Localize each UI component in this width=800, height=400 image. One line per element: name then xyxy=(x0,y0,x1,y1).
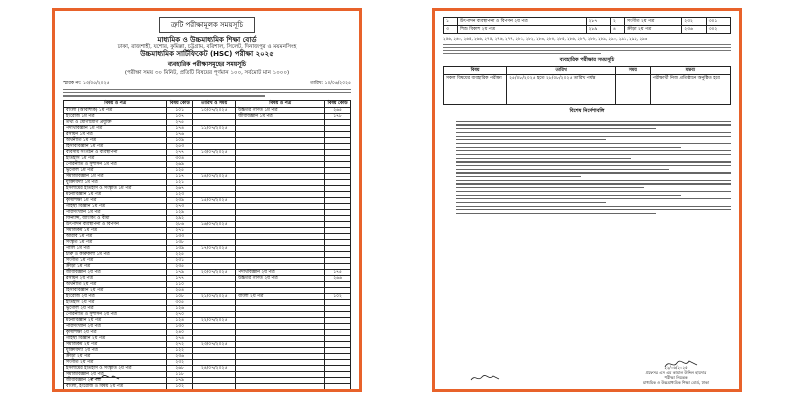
col-code: বিষয় কোড xyxy=(167,100,193,107)
table-cell: ১২৩ xyxy=(167,191,193,197)
table-cell: পৌরনীতি ও সুশাসন ১ম পত্র xyxy=(64,161,167,167)
table-cell: ২৪০ xyxy=(167,329,193,335)
instruction-line xyxy=(443,177,731,181)
table-cell: উৎপাদন ব্যবস্থাপনা ও বিপণন xyxy=(64,221,167,227)
table-row xyxy=(444,26,731,34)
table-cell: ২৬৬ xyxy=(325,275,351,281)
table-cell: সংগীত ১ম পত্র xyxy=(64,257,167,263)
table-cell: ২৫৪ xyxy=(167,287,193,293)
practical-col-time: সময় xyxy=(616,67,650,75)
instruction-line xyxy=(443,188,731,192)
table-cell: ১২৪ xyxy=(167,317,193,323)
instruction-line xyxy=(443,210,731,214)
signature-initial-right xyxy=(469,373,501,383)
instruction-line xyxy=(443,170,731,174)
table-cell: ২৬৯ xyxy=(167,161,193,167)
table-cell: ৩০২ xyxy=(706,26,730,34)
table-cell: ১৫/০৭/২০২৫ xyxy=(193,197,236,203)
table-cell: রসায়ন ১ম পত্র xyxy=(64,131,167,137)
instruction-line xyxy=(443,140,731,144)
notice-paragraph xyxy=(443,44,731,55)
table-cell: ২৭৫ xyxy=(167,119,193,125)
table-cell: পদার্থবিজ্ঞান ১ম পত্র xyxy=(64,125,167,131)
signatory-date: ২২/০৬/২০২৫ xyxy=(664,365,688,370)
intro-paragraph xyxy=(63,89,351,97)
routine-page-left xyxy=(52,8,362,392)
col-date: তারিখ ও সময় xyxy=(193,100,236,107)
signatory-office: মাধ্যমিক ও উচ্চমাধ্যমিক শিক্ষা বোর্ড, ঢাকা xyxy=(642,380,709,385)
table-cell: জীববিজ্ঞান ২য় পত্র xyxy=(64,377,167,383)
practical-section-title: ব্যবহারিক পরীক্ষার সময়সূচি xyxy=(559,57,615,64)
table-cell: ৪ xyxy=(610,26,624,34)
table-cell: ৩ xyxy=(444,26,458,34)
table-cell: ক্রীড়া ১ম পত্র xyxy=(64,263,167,269)
table-cell: সমাজকর্ম ১ম পত্র xyxy=(64,227,167,233)
instruction-line xyxy=(443,118,731,122)
table-cell: ১২৬ xyxy=(167,305,193,311)
col-subject: বিষয় ও পত্র xyxy=(64,100,167,107)
board-name: মাধ্যমিক ও উচ্চমাধ্যমিক শিক্ষা বোর্ড xyxy=(157,36,257,44)
table-cell: ১১৮ xyxy=(167,371,193,377)
instruction-line xyxy=(443,133,731,137)
memo-number: স্মারক নং: ১৩/০৫/২০২৫ xyxy=(63,81,110,86)
table-cell: কৃষিশিক্ষা ২য় পত্র xyxy=(64,329,167,335)
table-cell: শিশু বিকাশ ২য় পত্র xyxy=(458,26,587,34)
routine-table xyxy=(63,100,351,390)
table-cell: ইংরেজি ২য় পত্র xyxy=(64,293,167,299)
table-cell: ইংরেজি ১ম পত্র xyxy=(64,113,167,119)
col-subject-2: বিষয় ও পত্র xyxy=(236,100,325,107)
table-cell: ১২৯ xyxy=(167,209,193,215)
table-cell: ১৩/০৭/২০২৫ xyxy=(193,149,236,155)
table-cell: ৩০১ xyxy=(706,18,730,26)
memo-line xyxy=(63,80,351,87)
table-cell: ১০৮ xyxy=(167,293,193,299)
table-cell: জীববিজ্ঞান ১ম পত্র xyxy=(236,113,325,119)
table-cell: ১ xyxy=(444,18,458,26)
table-cell: ১০১ xyxy=(167,107,193,113)
table-cell: জীববিজ্ঞান ২য় পত্র xyxy=(64,269,167,275)
instruction-line xyxy=(443,159,731,163)
signatory-name: প্রফেসর এস এম কামাল উদ্দিন হায়দার xyxy=(645,370,707,375)
table-cell: ১৭৮ xyxy=(325,113,351,119)
table-cell: ১৭৯ xyxy=(167,377,193,383)
routine-table-header xyxy=(64,100,351,107)
table-cell: রসায়ন ২য় পত্র xyxy=(64,275,167,281)
routine-title: ব্যবহারিক পরীক্ষাসমূহের সময়সূচি xyxy=(167,61,247,68)
table-cell: অর্থনীতি ১ম পত্র xyxy=(64,137,167,143)
table-cell: ১২১ xyxy=(167,179,193,185)
boards-line: ঢাকা, রাজশাহী, যশোর, কুমিল্লা, চট্টগ্রাম, বরিশাল, সিলেট, দিনাজপুর ও ময়মনসিংহ xyxy=(117,44,297,50)
table-cell: ১৭/০৭/২০২৫ xyxy=(193,245,236,251)
table-cell: ২৩/০৭/২০২৫ xyxy=(193,341,236,347)
table-cell: ২৬৭ xyxy=(167,185,193,191)
table-cell: উৎপাদন ব্যবস্থাপনা ও বিপণন ২য় পত্র xyxy=(458,18,587,26)
continuation-table xyxy=(443,17,731,34)
table-cell: ২৮৭ xyxy=(586,18,610,26)
table-cell: পৌরনীতি ও সুশাসন ২য় পত্র xyxy=(64,311,167,317)
table-cell: পরিসংখ্যান ২য় পত্র xyxy=(64,323,167,329)
table-cell: চারু ও কারুকলা ১ম পত্র xyxy=(64,251,167,257)
table-cell: ১০২ xyxy=(325,293,351,299)
table-cell: ২২/০৭/২০২৫ xyxy=(193,317,236,323)
col-code-2: বিষয় কোড xyxy=(325,100,351,107)
table-cell: বাংলা, ইংরেজি ও বিষয় ২য় পত্র xyxy=(64,383,167,389)
table-cell: ২২৫ xyxy=(167,251,193,257)
table-cell: ভূগোল ১ম পত্র xyxy=(64,167,167,173)
instruction-line xyxy=(443,148,731,152)
table-cell: মনোবিজ্ঞান ১ম পত্র xyxy=(64,191,167,197)
table-cell: ফিন্যান্স, ব্যাংকিং ও বীমা xyxy=(64,215,167,221)
table-cell: ১১/০৭/২০২৫ xyxy=(193,125,236,131)
practical-col-subject: বিষয় xyxy=(444,67,507,75)
table-cell: ২৩১ xyxy=(167,257,193,263)
table-cell: ২৩৬ xyxy=(682,26,706,34)
table-cell: ২ xyxy=(610,18,624,26)
exam-title: উচ্চমাধ্যমিক সার্টিফিকেট (HSC) পরীক্ষা ২০২৫ xyxy=(140,50,274,58)
table-cell xyxy=(193,383,236,389)
table-cell: ১১৭ xyxy=(167,173,193,179)
table-cell: ২৭৩ xyxy=(167,203,193,209)
table-cell: অর্থনীতি ২য় পত্র xyxy=(64,281,167,287)
instruction-line xyxy=(443,151,731,155)
table-cell xyxy=(325,383,351,389)
table-cell: ২৩৫ xyxy=(167,263,193,269)
table-cell: পরিসংখ্যান ১ম পত্র xyxy=(64,209,167,215)
table-cell: ১৩৯ xyxy=(167,245,193,251)
table-cell: ইতিহাস ১ম পত্র xyxy=(64,155,167,161)
instruction-line xyxy=(443,203,731,207)
table-cell: ১৭৪ xyxy=(167,125,193,131)
table-cell: গার্হস্থ্য বিজ্ঞান ২য় পত্র xyxy=(64,335,167,341)
table-cell: মনোবিজ্ঞান ২য় পত্র xyxy=(64,317,167,323)
table-cell: তথ্য ও যোগাযোগ প্রযুক্তি xyxy=(64,119,167,125)
table-cell: হিসাববিজ্ঞান ১ম পত্র xyxy=(64,143,167,149)
table-cell: সংগীত ২য় পত্র xyxy=(64,359,167,365)
table-cell: ২৩২ xyxy=(682,18,706,26)
practical-col-remark: মন্তব্য xyxy=(650,67,730,75)
table-cell: ১০/০৭/২০২৫ xyxy=(193,107,236,113)
table-cell: বাংলা (আবশ্যিক) ১ম পত্র xyxy=(64,107,167,113)
table-cell: ২৭৭ xyxy=(167,149,193,155)
table-cell: ইসলামের ইতিহাস ও সংস্কৃতি ২য় পত্র xyxy=(64,365,167,371)
table-cell: ১৩০ xyxy=(167,323,193,329)
table-cell: যুক্তিবিদ্যা ১ম পত্র xyxy=(64,179,167,185)
instruction-line xyxy=(443,207,731,211)
table-cell: ২৬৫ xyxy=(325,107,351,113)
table-cell: সমাজবিজ্ঞান ১ম পত্র xyxy=(64,173,167,179)
table-cell: ১৭৭ xyxy=(167,275,193,281)
table-cell: ১০৭ xyxy=(167,113,193,119)
table-cell: সমাজবিজ্ঞান ২য় পত্র xyxy=(64,371,167,377)
signatory-block xyxy=(643,365,709,385)
practical-col-date: তারিখ xyxy=(507,67,616,75)
table-row xyxy=(64,383,351,389)
table-cell: বাংলা ২য় পত্র xyxy=(236,293,325,299)
table-cell: আরবি ১ম পত্র xyxy=(64,233,167,239)
signature-left xyxy=(89,373,121,383)
table-cell: উচ্চতর গণিত ২য় পত্র xyxy=(236,275,325,281)
table-cell: পদার্থবিজ্ঞান ২য় পত্র xyxy=(236,269,325,275)
table-cell: ১৭৯ xyxy=(167,269,193,275)
table-cell: ৩০৪ xyxy=(167,155,193,161)
table-cell: ১৬/০৭/২০২৫ xyxy=(193,221,236,227)
instructions-title: বিশেষ নির্দেশাবলি xyxy=(569,108,605,115)
table-cell: ২৫৩ xyxy=(167,143,193,149)
table-cell: সমাজকর্ম ২য় পত্র xyxy=(64,341,167,347)
table-cell: ১৩৮ xyxy=(167,239,193,245)
table-cell: ২৮৬ xyxy=(167,221,193,227)
table-cell: ২১/০৭/২০২৫ xyxy=(193,293,236,299)
table-cell: গার্হস্থ্য বিজ্ঞান ১ম পত্র xyxy=(64,203,167,209)
table-cell: পালি ১ম পত্র xyxy=(64,245,167,251)
table-cell: ১০৯ xyxy=(167,137,193,143)
table-cell: ২৬৮ xyxy=(167,365,193,371)
table-cell: ১৪/০৭/২০২৫ xyxy=(193,173,236,179)
table-cell: ৩০৫ xyxy=(167,299,193,305)
table-cell: ব্যবসায় সংগঠন ও ব্যবস্থাপনা xyxy=(64,149,167,155)
table-cell: যুক্তিবিদ্যা ২য় পত্র xyxy=(64,347,167,353)
table-cell: ২৭০ xyxy=(167,311,193,317)
table-cell: ভূগোল ২য় পত্র xyxy=(64,305,167,311)
table-cell: ১৩৩ xyxy=(167,233,193,239)
instruction-line xyxy=(443,122,731,126)
table-cell: ১৭৬ xyxy=(167,131,193,137)
table-row xyxy=(444,18,731,26)
signatory-title: পরীক্ষা নিয়ন্ত্রক xyxy=(664,375,688,380)
table-cell: ইসলামের ইতিহাস ও সংস্কৃতি ১ম পত্র xyxy=(64,185,167,191)
practical-date: ২৫/০৮/২০২৫ হতে ২৮/০৮/২০২৫ তারিখ পর্যন্ত xyxy=(507,75,616,105)
instruction-line xyxy=(443,163,731,167)
table-cell: কৃষিশিক্ষা ১ম পত্র xyxy=(64,197,167,203)
table-cell: ক্রীড়া ২য় পত্র xyxy=(64,353,167,359)
table-cell xyxy=(236,383,325,389)
table-cell: ২৪/০৭/২০২৫ xyxy=(193,365,236,371)
table-cell: ১৭৫ xyxy=(325,269,351,275)
board-header xyxy=(63,37,351,58)
instruction-line xyxy=(443,196,731,200)
memo-date: তারিখ: ১০/০৬/২০২৫ xyxy=(310,81,351,86)
table-cell: ২০/০৭/২০২৫ xyxy=(193,269,236,275)
practical-time xyxy=(616,75,650,105)
table-cell: ১২২ xyxy=(167,347,193,353)
table-cell: ২৭৪ xyxy=(167,335,193,341)
table-cell: ইতিহাস ২য় পত্র xyxy=(64,299,167,305)
table-cell: ১২৫ xyxy=(167,167,193,173)
instructions-list xyxy=(443,118,731,214)
marks-line: (পরীক্ষা সময় ৩০ মিনিট, প্রতিটি বিষয়ের পূর্ণমান ১০০, সর্বমোট মান ১০০০) xyxy=(124,70,290,76)
practical-subject: সকল বিষয়ের ব্যবহারিক পরীক্ষা xyxy=(444,75,507,105)
table-cell: ১১০ xyxy=(167,281,193,287)
table-cell: সংগীত ২য় পত্র xyxy=(624,18,681,26)
table-cell: ২৭২ xyxy=(167,341,193,347)
table-cell: ২৩২ xyxy=(167,359,193,365)
table-cell: ২৭১ xyxy=(167,227,193,233)
draft-stamp: ত্রুটি পরীক্ষামূলক সময়সূচি xyxy=(159,17,255,33)
instruction-line xyxy=(443,181,731,185)
table-cell: ২৩৬ xyxy=(167,353,193,359)
table-cell: ২৮৯ xyxy=(586,26,610,34)
subject-code-list: ২৫৬, ২৬০, ২৬৫, ২৬৬, ২৭৫, ২৭৬, ২৭৭, ২৮১, ২৮২, ২৮৩, ২৮৪, ২৮৫, ২৮৬, ২৮৭, ২৮৮, ২৮৯, ২৯০, ২৯১, ২৯২, ২৯৩ xyxy=(443,36,648,41)
practical-remark: পরীক্ষার্থী নিজ প্রতিষ্ঠানে অনুষ্ঠিত হবে xyxy=(650,75,730,105)
table-cell: ক্রীড়া ২য় পত্র xyxy=(624,26,681,34)
table-cell: ১০২ xyxy=(167,383,193,389)
practical-table xyxy=(443,66,731,105)
table-cell: উচ্চতর গণিত ১ম পত্র xyxy=(236,107,325,113)
table-cell: ২৯২ xyxy=(167,215,193,221)
table-cell: হিসাববিজ্ঞান ২য় পত্র xyxy=(64,287,167,293)
instruction-line xyxy=(443,129,731,133)
table-cell: ২৩৯ xyxy=(167,197,193,203)
routine-page-right xyxy=(432,8,742,392)
table-cell: সংস্কৃত ১ম পত্র xyxy=(64,239,167,245)
